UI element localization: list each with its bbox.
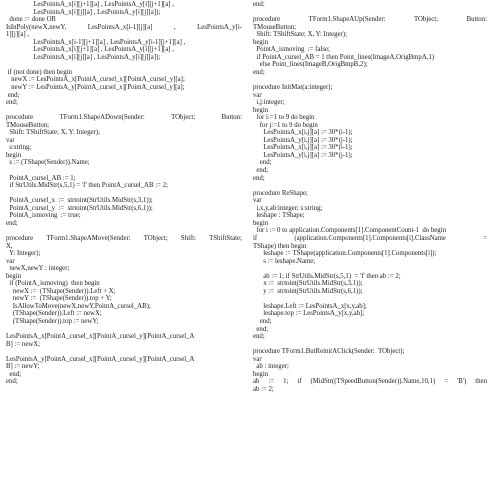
code-line: leshape.Left := LesPointsA_x[x,y,ab]; <box>253 302 367 310</box>
code-line: TMouseButton; <box>6 121 50 129</box>
code-word: = <box>444 378 449 386</box>
code-word: (MidStr((TSpeedButton(Sender)).Name,10,1) <box>310 378 436 386</box>
blank-line <box>253 76 487 84</box>
code-word: TObject; <box>414 16 439 24</box>
code-line: LesPointsA_x[i][j+1][a] , LesPointsA_y[i][j+1][a] , <box>6 1 174 8</box>
blank-line <box>6 227 242 235</box>
code-line: s:string; <box>6 144 32 152</box>
code-line: LesPointsA_y[i,j][a] := 30*(j-1); <box>253 136 353 144</box>
code-line: begin <box>6 151 22 159</box>
code-line: PointA_cursel_AB := 1; <box>6 174 76 182</box>
code-word: procedure <box>253 16 281 24</box>
code-line: ab := 2; <box>253 385 274 393</box>
code-line: for i := 0 to application.Components[1].ComponentCount-1 do begin <box>253 227 446 235</box>
code-word: TObject; <box>143 234 168 242</box>
code-line: LesPointsA_x[i-1][j+1][a] , LesPointsA_y[i-1][j+1][a] , <box>6 38 186 46</box>
code-line: Shift: TShiftState; X, Y: Integer); <box>6 129 100 137</box>
code-line: end; <box>6 370 22 378</box>
code-word: Shift: <box>180 234 196 242</box>
code-line: newX,newY : integer; <box>6 265 70 273</box>
code-line: newY := LesPointsA_y[PointA_cursel_x][PointA_cursel_y][a]; <box>6 84 185 92</box>
blank-line <box>6 190 242 198</box>
code-line: end; <box>253 1 265 8</box>
code-word: , <box>173 23 176 31</box>
code-line: begin <box>253 106 269 114</box>
code-word: := <box>268 378 275 386</box>
code-word: ab <box>253 378 260 386</box>
blank-line <box>253 341 487 349</box>
code-line: i,j:integer; <box>253 99 285 107</box>
code-line: end; <box>6 99 18 107</box>
code-line: PointA_ismoving := true; <box>6 212 81 220</box>
code-line: end; <box>253 325 269 333</box>
code-word: LesPointsA_y[i- <box>197 23 242 31</box>
code-word: Button: <box>221 114 242 122</box>
code-line: IsAllowToMove(newX,newY,PointA_cursel_AB); <box>6 302 151 310</box>
code-line: if PointA_cursel_AB = 1 then Point_lines(ImageA,OrigBmpA,1) <box>253 53 435 61</box>
code-line: begin <box>253 219 269 227</box>
code-column-right <box>253 1 487 393</box>
code-word: procedure <box>6 234 34 242</box>
code-line: leshape := TShape(application.Components[1].Components[i]); <box>253 250 437 258</box>
code-word: TForm1.ShapeAUp(Sender: <box>308 16 386 24</box>
code-line <box>6 235 242 243</box>
code-column-left <box>6 1 242 386</box>
code-line: var <box>253 91 262 99</box>
code-line: X, <box>6 242 13 250</box>
code-line: if StrUtils.MidStr(s,5,1) = 'f' then PointA_cursel_AB := 2; <box>6 182 168 190</box>
code-line: var <box>253 355 262 363</box>
code-line: ab := 1; if StrUtils.MidStr(s,5,1) = 'f' then ab := 2; <box>253 272 401 280</box>
code-line: else Point_lines(ImageB,OrigBmpB,2); <box>253 61 368 69</box>
code-word: if <box>297 378 302 386</box>
code-line: end; <box>253 159 272 167</box>
blank-line <box>6 107 242 115</box>
code-line <box>253 235 487 243</box>
code-line: end; <box>253 68 265 76</box>
code-line: LesPointsA_x[i][j+1][a] , LesPointsA_y[i][j+1][a] , <box>6 46 174 54</box>
blank-line <box>6 348 242 356</box>
code-line: s := leshape.Name; <box>253 257 316 265</box>
code-word: Button: <box>466 16 487 24</box>
blank-line <box>6 61 242 69</box>
blank-line <box>253 9 487 17</box>
code-line <box>6 114 242 122</box>
code-word: IsInPoly(newX,newY, <box>6 23 67 31</box>
code-line: LesPointsA_x[i,j][a] := 30*(i-1); <box>253 129 353 137</box>
code-line: procedure TForm1.ButReinitAClick(Sender: TObject); <box>253 348 405 356</box>
code-line: if (not done) then begin <box>6 68 72 76</box>
code-line: (TShape(Sender)).top := newY; <box>6 317 99 325</box>
blank-line <box>253 295 487 303</box>
blank-line <box>253 265 487 273</box>
code-line: PointA_cursel_y := strtoint(StrUtils.MidStr(s,6,1)); <box>6 204 153 212</box>
code-line: B] := newY; <box>6 363 40 371</box>
code-line: end; <box>253 174 265 182</box>
blank-line <box>253 182 487 190</box>
code-line: Y: Integer); <box>6 250 41 258</box>
code-line <box>253 16 487 24</box>
code-word: LesPointsA_x[i-1][j][a] <box>87 23 153 31</box>
code-line: TShape) then begin <box>253 242 307 250</box>
code-line: i,x,y,ab:integer; s:string; <box>253 204 323 212</box>
code-line: if (PointA_ismoving) then begin <box>6 280 100 288</box>
code-word: TForm1.ShapeAMove(Sender: <box>46 234 131 242</box>
blank-line <box>6 326 242 334</box>
code-line: ab : integer; <box>253 363 289 371</box>
blank-line <box>6 167 242 175</box>
code-line: TMouseButton; <box>253 23 297 31</box>
code-word: then <box>475 378 487 386</box>
code-line: begin <box>253 370 269 378</box>
code-line: end; <box>6 219 18 227</box>
code-word: TForm1.ShapeADown(Sender: <box>59 114 145 122</box>
code-line: end; <box>253 317 272 325</box>
code-line: leshape.top := LesPointsA_y[x,y,ab]; <box>253 310 365 318</box>
code-line: for j:=1 to 9 do begin <box>253 121 318 129</box>
code-line: (TShape(Sender)).Left := newX; <box>6 310 102 318</box>
code-word: 'B') <box>457 378 467 386</box>
code-line: LesPointsA_y[i,j][a] := 30*(j-1); <box>253 151 353 159</box>
code-line: begin <box>6 272 22 280</box>
code-line: newY := (TShape(Sender)).top + Y; <box>6 295 112 303</box>
code-line: Shift: TShiftState; X, Y: Integer); <box>253 31 347 39</box>
code-line: PointA_ismoving := false; <box>253 46 330 54</box>
code-line: leshape : TShape; <box>253 212 305 220</box>
code-line: done := done OR <box>6 16 57 24</box>
code-line: PointA_cursel_x := strtoint(StrUtils.MidStr(s,3,1)); <box>6 197 153 205</box>
code-line: procedure InitMat(a:integer); <box>253 84 333 92</box>
code-line: procedure ReShape; <box>253 189 308 197</box>
code-line: x := strtoint(StrUtils.MidStr(s,3,1)); <box>253 280 363 288</box>
code-line: LesPointsA_x[PointA_cursel_x][PointA_cursel_y][PointA_cursel_A <box>6 333 195 341</box>
code-line: end; <box>6 378 18 386</box>
code-line: end; <box>253 333 265 341</box>
code-line: var <box>6 136 15 144</box>
code-line: var <box>253 197 262 205</box>
code-line: s := (TShape(Sender)).Name; <box>6 159 90 167</box>
code-word: TShiftState; <box>209 234 242 242</box>
code-word: (application.Components[1].Components[i].ClassName <box>294 234 446 242</box>
code-word: if <box>253 234 258 242</box>
code-line: end; <box>6 91 20 99</box>
code-line: end; <box>253 167 269 175</box>
code-word: procedure <box>6 114 34 122</box>
code-line: y := strtoint(StrUtils.MidStr(s,6,1)); <box>253 287 363 295</box>
code-line <box>6 24 242 32</box>
code-word: TObject; <box>171 114 196 122</box>
code-word: 1; <box>283 378 289 386</box>
code-word: = <box>483 234 487 242</box>
code-line <box>253 378 487 386</box>
code-line: newX := LesPointsA_x[PointA_cursel_x][PointA_cursel_y][a]; <box>6 76 185 84</box>
code-line: LesPointsA_x[i][j][a] , LesPointsA_y[i][j][a]); <box>6 53 161 61</box>
code-line: 1][j][a] , <box>6 31 30 39</box>
code-line: LesPointsA_x[i,j][a] := 30*(i-1); <box>253 144 353 152</box>
code-line: LesPointsA_x[i][j][a] , LesPointsA_y[i][j][a]); <box>6 8 161 16</box>
code-line: begin <box>253 38 269 46</box>
code-line: newX := (TShape(Sender)).Left + X; <box>6 287 116 295</box>
code-line: B] := newX; <box>6 340 41 348</box>
code-line: var <box>6 257 15 265</box>
code-line: LesPointsA_y[PointA_cursel_x][PointA_cursel_y][PointA_cursel_A <box>6 355 195 363</box>
code-line: for i:=1 to 9 do begin <box>253 114 315 122</box>
